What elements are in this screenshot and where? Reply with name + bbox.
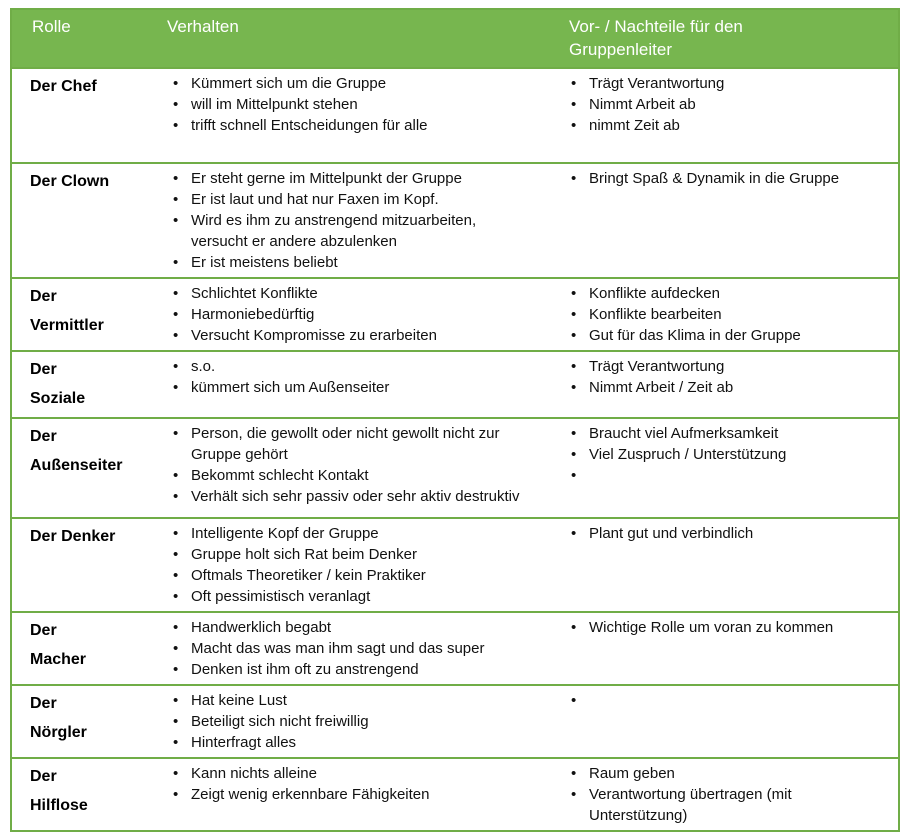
bullet-item: • trifft schnell Entscheidungen für alle	[161, 115, 523, 136]
behavior-cell	[161, 612, 559, 685]
role-name: Der Vermittler	[30, 288, 104, 334]
bullet-item: • Konflikte bearbeiten	[559, 304, 892, 325]
column-header-rolle: Rolle	[11, 9, 161, 68]
pros-list	[559, 423, 892, 465]
table-row	[11, 518, 899, 612]
pros-cell	[559, 278, 899, 351]
bullet-item: • Er ist laut und hat nur Faxen im Kopf.	[161, 189, 523, 210]
role-name: Der Hilflose	[30, 768, 88, 814]
behaviors-list	[161, 356, 553, 398]
bullet-item: • Gruppe holt sich Rat beim Denker	[161, 544, 523, 565]
bullet-item: • Trägt Verantwortung	[559, 73, 892, 94]
pros-list	[559, 356, 892, 398]
bullet-item: • Zeigt wenig erkennbare Fähigkeiten	[161, 784, 523, 805]
bullet-item: • Macht das was man ihm sagt und das super	[161, 638, 523, 659]
bullet-item: • Nimmt Arbeit / Zeit ab	[559, 377, 892, 398]
bullet-item: • Versucht Kompromisse zu erarbeiten	[161, 325, 523, 346]
bullet-item: • Raum geben	[559, 763, 892, 784]
role-name: Der Macher	[30, 622, 87, 668]
behaviors-list	[161, 523, 553, 607]
role-name: Der Chef	[30, 78, 97, 95]
table-row	[11, 612, 899, 685]
bullet-item: • Wichtige Rolle um voran zu kommen	[559, 617, 892, 638]
bullet-item: • Person, die gewollt oder nicht gewollt nicht zur Gruppe gehört	[161, 423, 523, 465]
bullet-item: • Denken ist ihm oft zu anstrengend	[161, 659, 523, 680]
bullet-item: • Braucht viel Aufmerksamkeit	[559, 423, 892, 444]
table-header	[11, 9, 899, 68]
header-row	[11, 9, 899, 68]
bullet-item: • Bringt Spaß & Dynamik in die Gruppe	[559, 168, 892, 189]
bullet-item: • Verhält sich sehr passiv oder sehr aktiv destruktiv	[161, 486, 523, 507]
bullet-item: • Kümmert sich um die Gruppe	[161, 73, 523, 94]
role-name: Der Außenseiter	[30, 428, 123, 474]
table-row	[11, 351, 899, 418]
pros-cell	[559, 612, 899, 685]
behavior-cell	[161, 163, 559, 278]
role-name: Der Nörgler	[30, 695, 87, 741]
behavior-cell	[161, 351, 559, 418]
table-row	[11, 685, 899, 758]
role-name: Der Clown	[30, 173, 110, 190]
bullet-item: • Oftmals Theoretiker / kein Praktiker	[161, 565, 523, 586]
role-name: Der Denker	[30, 528, 116, 545]
role-name: Der Soziale	[30, 361, 86, 407]
bullet-item: • kümmert sich um Außenseiter	[161, 377, 523, 398]
bullet-item: • Bekommt schlecht Kontakt	[161, 465, 523, 486]
behaviors-list	[161, 73, 553, 136]
pros-list	[559, 73, 892, 136]
table-row	[11, 758, 899, 831]
bullet-item: • Beteiligt sich nicht freiwillig	[161, 711, 523, 732]
bullet-item: • Viel Zuspruch / Unterstützung	[559, 444, 892, 465]
behaviors-list	[161, 283, 553, 346]
bullet-item: • Schlichtet Konflikte	[161, 283, 523, 304]
bullet-item: • nimmt Zeit ab	[559, 115, 892, 136]
behavior-cell	[161, 758, 559, 831]
bullet-item: • s.o.	[161, 356, 523, 377]
behaviors-list	[161, 763, 553, 805]
bullet-item: • Er steht gerne im Mittelpunkt der Gruppe	[161, 168, 523, 189]
behavior-cell	[161, 418, 559, 518]
pros-cell	[559, 758, 899, 831]
bullet-item: • Intelligente Kopf der Gruppe	[161, 523, 523, 544]
bullet-item: • Plant gut und verbindlich	[559, 523, 892, 544]
bullet-item: • Kann nichts alleine	[161, 763, 523, 784]
behaviors-list	[161, 168, 553, 273]
column-header-verhalten: Verhalten	[161, 9, 559, 68]
pros-cell	[559, 685, 899, 758]
pros-list	[559, 168, 892, 189]
behavior-cell	[161, 278, 559, 351]
bullet-item: • Handwerklich begabt	[161, 617, 523, 638]
behaviors-list	[161, 423, 553, 507]
bullet-item: • Wird es ihm zu anstrengend mitzuarbeiten, versucht er andere abzulenken	[161, 210, 523, 252]
table-row	[11, 418, 899, 518]
table-row	[11, 278, 899, 351]
pros-cell	[559, 518, 899, 612]
bullet-item: • Nimmt Arbeit ab	[559, 94, 892, 115]
group-roles-table	[10, 8, 900, 832]
bullet-item: • will im Mittelpunkt stehen	[161, 94, 523, 115]
pros-list	[559, 283, 892, 346]
pros-cell	[559, 68, 899, 163]
table-row	[11, 68, 899, 163]
behaviors-list	[161, 690, 553, 753]
bullet-item: • Trägt Verantwortung	[559, 356, 892, 377]
table-body	[11, 68, 899, 831]
bullet-item: • Konflikte aufdecken	[559, 283, 892, 304]
pros-cell	[559, 163, 899, 278]
bullet-item: • Gut für das Klima in der Gruppe	[559, 325, 892, 346]
bullet-item: • Oft pessimistisch veranlagt	[161, 586, 523, 607]
bullet-item: • Verantwortung übertragen (mit Unterstützung)	[559, 784, 892, 826]
bullet-item: • Harmoniebedürftig	[161, 304, 523, 325]
pros-cell	[559, 418, 899, 518]
bullet-item: • Er ist meistens beliebt	[161, 252, 523, 273]
pros-cell	[559, 351, 899, 418]
column-header-vor-nachteile: Vor- / Nachteile für den Gruppenleiter	[559, 9, 899, 68]
pros-list	[559, 523, 892, 544]
behavior-cell	[161, 685, 559, 758]
pros-list	[559, 617, 892, 638]
behaviors-list	[161, 617, 553, 680]
pros-list	[559, 763, 892, 826]
bullet-item: • Hinterfragt alles	[161, 732, 523, 753]
behavior-cell	[161, 518, 559, 612]
table-row	[11, 163, 899, 278]
bullet-item: • Hat keine Lust	[161, 690, 523, 711]
behavior-cell	[161, 68, 559, 163]
